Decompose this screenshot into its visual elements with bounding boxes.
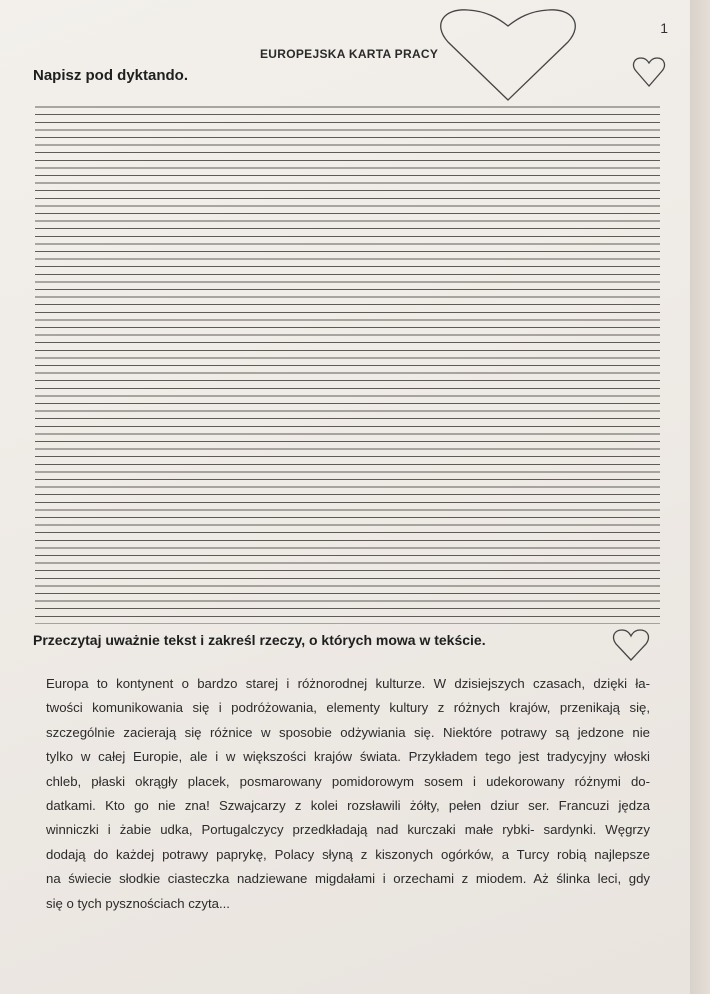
heart-icon	[632, 56, 666, 88]
passage-line: dodają do każdej potrawy paprykę, Polacy słyną z kiszonych ogórków, a Turcy robią najlepsze	[46, 846, 650, 862]
reading-heading: Przeczytaj uważnie tekst i zakreśl rzeczy, o których mowa w tekście.	[33, 632, 486, 648]
page-number: 1	[660, 20, 668, 36]
passage-line: szczególnie zacierają się różnice w sposobie odżywiania się. Niektóre potrawy są jedzone nie	[46, 724, 650, 740]
passage-line: winniczki i żabie udka, Portugalczycy przedkładają nad kurczaki małe rybki- sardynki. Węgrzy	[46, 822, 650, 838]
passage-line: na świecie słodkie ciasteczka nadziewane migdałami i orzechami z miodem. Aż ślinka leci, gdy	[46, 871, 650, 887]
worksheet-title: EUROPEJSKA KARTA PRACY	[260, 47, 439, 61]
passage-line: się o tych pysznościach czyta...	[46, 895, 230, 911]
passage-line: Europa to kontynent o bardzo starej i różnorodnej kulturze. W dzisiejszych czasach, dzięki ła-	[46, 676, 650, 691]
page-edge	[690, 0, 710, 994]
heart-icon	[612, 628, 650, 662]
passage-line: chleb, płaski okrągły placek, posmarowany pomidorowym sosem i udekorowany różnymi do-	[46, 773, 650, 789]
writing-lines	[35, 100, 660, 624]
dictation-heading: Napisz pod dyktando.	[33, 67, 189, 84]
large-heart-icon	[438, 4, 578, 104]
passage-line: datkami. Kto go nie zna! Szwajcarzy z kolei rozsławili żółty, pełen dziur ser. Francuzi jędza	[46, 798, 650, 814]
reading-passage	[46, 672, 650, 916]
passage-line: twości komunikowania się i podróżowania, elementy kultury z różnych krajów, przenikają się,	[46, 700, 650, 716]
passage-line: tylko w całej Europie, ale i w większości krajów świata. Przykładem tego jest tradycyjny włoski	[46, 749, 650, 765]
